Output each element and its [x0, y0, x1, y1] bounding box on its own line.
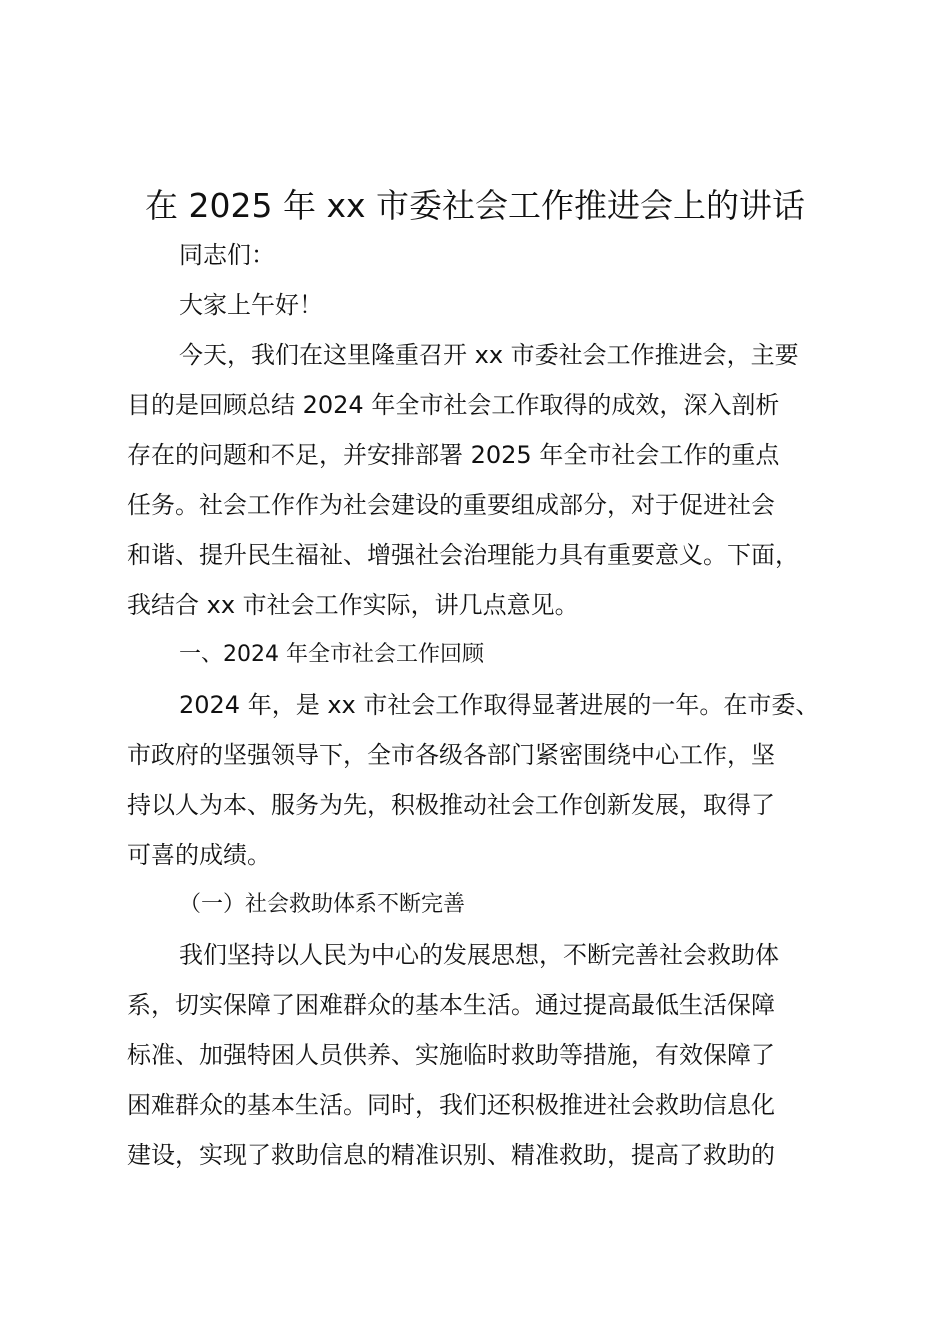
greeting: 大家上午好！ — [179, 291, 323, 319]
paragraph-line: 我结合 xx 市社会工作实际，讲几点意见。 — [127, 591, 579, 619]
paragraph-line: 可喜的成绩。 — [127, 841, 271, 869]
paragraph-line: 标准、加强特困人员供养、实施临时救助等措施，有效保障了 — [127, 1041, 775, 1069]
paragraph-line: 建设，实现了救助信息的精准识别、精准救助，提高了救助的 — [127, 1141, 775, 1169]
paragraph-line: 持以人为本、服务为先，积极推动社会工作创新发展，取得了 — [127, 791, 775, 819]
paragraph-line: 和谐、提升民生福祉、增强社会治理能力具有重要意义。下面， — [127, 541, 799, 569]
paragraph-line: 系，切实保障了困难群众的基本生活。通过提高最低生活保障 — [127, 991, 775, 1019]
paragraph-line: 2024 年，是 xx 市社会工作取得显著进展的一年。在市委、 — [179, 691, 820, 719]
paragraph-line: 今天，我们在这里隆重召开 xx 市委社会工作推进会，主要 — [179, 341, 799, 369]
section-heading-1: 一、2024 年全市社会工作回顾 — [179, 642, 484, 667]
paragraph-line: 存在的问题和不足，并安排部署 2025 年全市社会工作的重点 — [127, 441, 780, 469]
paragraph-line: 市政府的坚强领导下，全市各级各部门紧密围绕中心工作，坚 — [127, 741, 775, 769]
salutation: 同志们： — [179, 241, 275, 269]
document-title: 在 2025 年 xx 市委社会工作推进会上的讲话 — [145, 186, 805, 225]
paragraph-line: 任务。社会工作作为社会建设的重要组成部分，对于促进社会 — [127, 491, 775, 519]
paragraph-line: 目的是回顾总结 2024 年全市社会工作取得的成效，深入剖析 — [127, 391, 780, 419]
paragraph-line: 困难群众的基本生活。同时，我们还积极推进社会救助信息化 — [127, 1091, 775, 1119]
subsection-heading-1: （一）社会救助体系不断完善 — [179, 892, 466, 917]
paragraph-line: 我们坚持以人民为中心的发展思想，不断完善社会救助体 — [179, 941, 779, 969]
